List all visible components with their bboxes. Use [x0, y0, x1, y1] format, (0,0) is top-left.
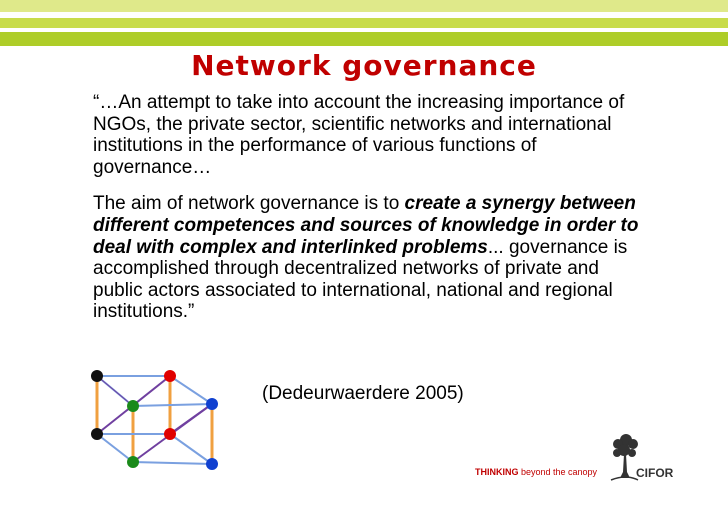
paragraph-2-tail: ... governance is accomplished through decentralized networks of private and public actors associated to international, national and regional institutions.”	[93, 236, 628, 323]
network-graph-icon	[85, 366, 220, 472]
quote-paragraph-1: “…An attempt to take into account the increasing importance of NGOs, the private sector, scientific networks and international institutions in the performance of various functions of governance…	[93, 92, 625, 178]
slogan-rest: beyond the canopy	[518, 467, 598, 477]
footer-slogan	[475, 467, 597, 477]
slide-title: Network governance	[191, 49, 537, 82]
citation: (Dedeurwaerdere 2005)	[262, 383, 464, 404]
cifor-logo-text: CIFOR	[636, 466, 674, 480]
header-stripes	[0, 0, 728, 46]
slide-body	[93, 92, 653, 323]
paragraph-2-lead: The aim of network governance is to	[93, 193, 405, 215]
slogan-strong: THINKING	[475, 467, 519, 477]
paragraph-2-emphasis: create a synergy between different competences and sources of knowledge in order to deal with complex and interlinked problems	[93, 193, 639, 258]
quote-paragraph-2	[93, 193, 653, 323]
